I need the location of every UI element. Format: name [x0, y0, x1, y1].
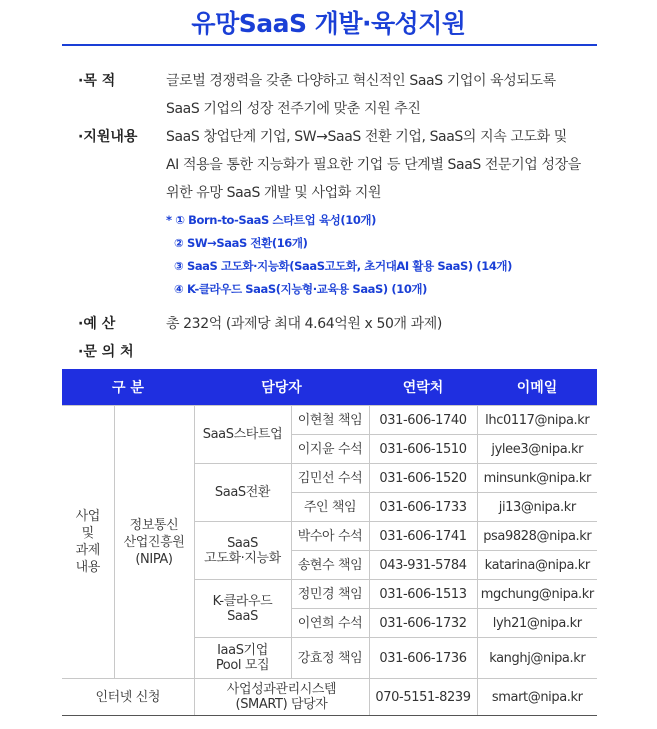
phone-cell: 031-606-1520 — [369, 464, 477, 493]
internet-email-cell: smart@nipa.kr — [477, 679, 597, 716]
org-cell: 정보통신 산업진흥원 (NIPA) — [114, 406, 194, 679]
table-row — [62, 406, 597, 435]
phone-cell: 031-606-1736 — [369, 638, 477, 679]
person-cell: 김민선 수석 — [291, 464, 369, 493]
header-phone: 연락처 — [369, 369, 477, 406]
person-cell: 강효정 책임 — [291, 638, 369, 679]
purpose-label: ·목 적 — [78, 73, 116, 89]
email-cell: psa9828@nipa.kr — [477, 522, 597, 551]
title-divider — [62, 44, 597, 46]
purpose-line-1: 글로벌 경쟁력을 갖춘 다양하고 혁신적인 SaaS 기업이 육성되도록 — [166, 73, 556, 89]
email-cell: ji13@nipa.kr — [477, 493, 597, 522]
support-label: ·지원내용 — [78, 129, 138, 145]
group-cell: SaaS 고도화·지능화 — [194, 522, 291, 580]
internet-phone-cell: 070-5151-8239 — [369, 679, 477, 716]
table-header-row — [62, 369, 597, 406]
budget-text: 총 232억 (과제당 최대 4.64억원 x 50개 과제) — [166, 316, 442, 332]
person-cell: 송현수 책임 — [291, 551, 369, 580]
phone-cell: 043-931-5784 — [369, 551, 477, 580]
email-cell: minsunk@nipa.kr — [477, 464, 597, 493]
group-cell: IaaS기업 Pool 모집 — [194, 638, 291, 679]
header-person: 담당자 — [194, 369, 369, 406]
phone-cell: 031-606-1510 — [369, 435, 477, 464]
internet-person-cell: 사업성과관리시스템 (SMART) 담당자 — [194, 679, 369, 716]
email-cell: katarina@nipa.kr — [477, 551, 597, 580]
support-line-1: SaaS 창업단계 기업, SW→SaaS 전환 기업, SaaS의 지속 고도화 및 — [166, 129, 567, 145]
email-cell: lhc0117@nipa.kr — [477, 406, 597, 435]
support-line-3: 위한 유망 SaaS 개발 및 사업화 지원 — [166, 185, 382, 201]
person-cell: 박수아 수석 — [291, 522, 369, 551]
group-cell: SaaS스타트업 — [194, 406, 291, 464]
email-cell: kanghj@nipa.kr — [477, 638, 597, 679]
support-note-1: * ① Born-to-SaaS 스타트업 육성(10개) — [166, 213, 376, 227]
header-email: 이메일 — [477, 369, 597, 406]
person-cell: 이연희 수석 — [291, 609, 369, 638]
page-title: 유망SaaS 개발·육성지원 — [191, 9, 466, 38]
email-cell: mgchung@nipa.kr — [477, 580, 597, 609]
group-cell: K-클라우드 SaaS — [194, 580, 291, 638]
phone-cell: 031-606-1732 — [369, 609, 477, 638]
phone-cell: 031-606-1513 — [369, 580, 477, 609]
header-category: 구 분 — [62, 369, 194, 406]
phone-cell: 031-606-1733 — [369, 493, 477, 522]
person-cell: 정민경 책임 — [291, 580, 369, 609]
email-cell: jylee3@nipa.kr — [477, 435, 597, 464]
person-cell: 이현철 책임 — [291, 406, 369, 435]
person-cell: 이지윤 수석 — [291, 435, 369, 464]
inquiry-label: ·문 의 처 — [78, 344, 134, 360]
phone-cell: 031-606-1740 — [369, 406, 477, 435]
category-cell: 사업 및 과제 내용 — [62, 406, 114, 679]
internet-label-cell: 인터넷 신청 — [62, 679, 194, 716]
support-note-2: ② SW→SaaS 전환(16개) — [174, 236, 308, 250]
phone-cell: 031-606-1741 — [369, 522, 477, 551]
person-cell: 주인 책임 — [291, 493, 369, 522]
purpose-line-2: SaaS 기업의 성장 전주기에 맞춘 지원 추진 — [166, 101, 421, 117]
budget-label: ·예 산 — [78, 316, 116, 332]
support-note-3: ③ SaaS 고도화·지능화(SaaS고도화, 초거대AI 활용 SaaS) (14개) — [174, 259, 512, 273]
contact-table — [62, 369, 597, 716]
support-line-2: AI 적용을 통한 지능화가 필요한 기업 등 단계별 SaaS 전문기업 성장을 — [166, 157, 581, 173]
email-cell: lyh21@nipa.kr — [477, 609, 597, 638]
table-row — [62, 679, 597, 716]
support-note-4: ④ K-클라우드 SaaS(지능형·교육용 SaaS) (10개) — [174, 282, 428, 296]
group-cell: SaaS전환 — [194, 464, 291, 522]
